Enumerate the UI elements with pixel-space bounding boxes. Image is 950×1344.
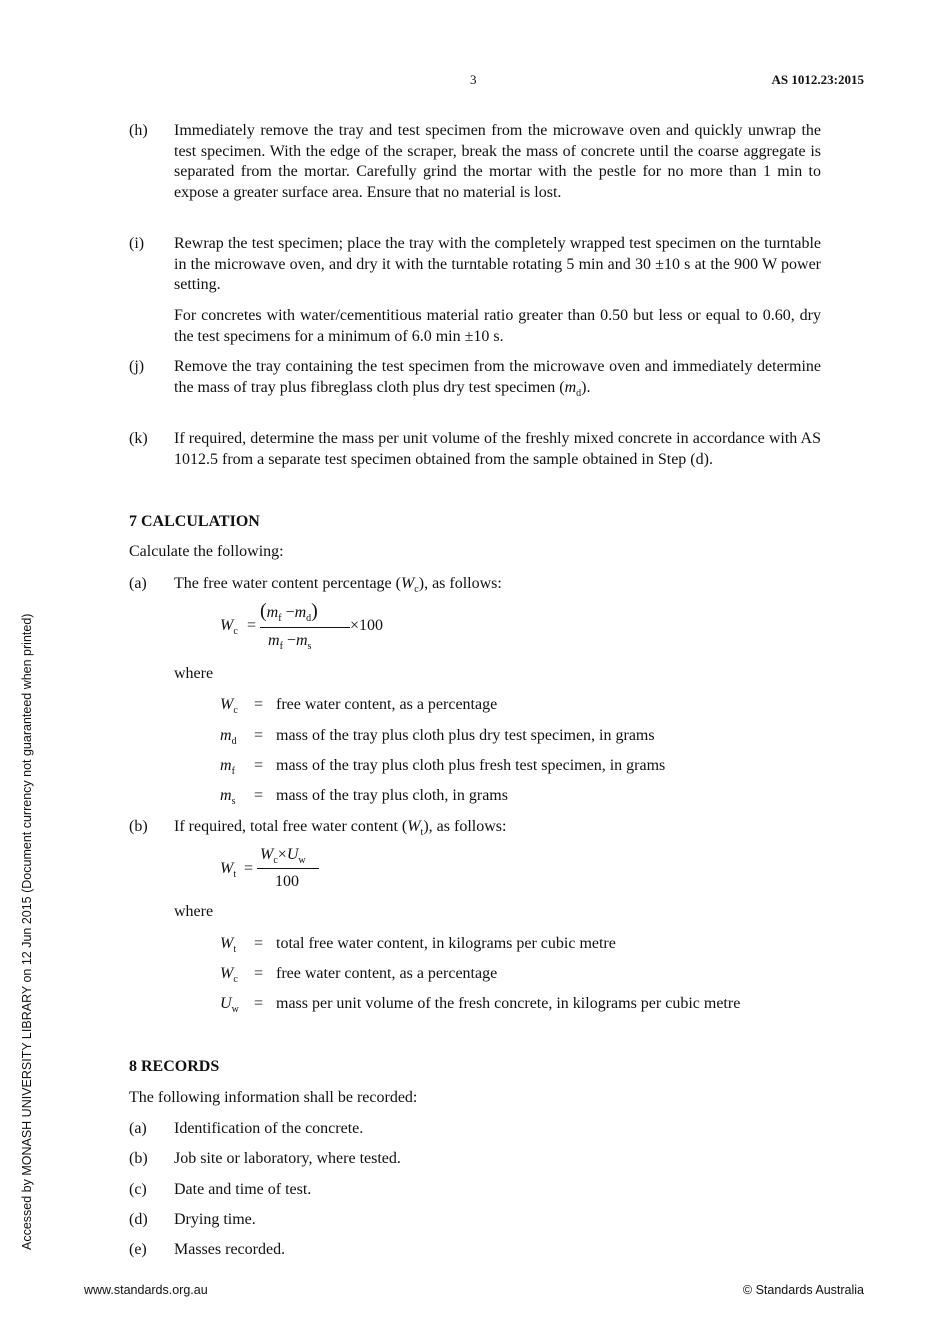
page-number: 3 bbox=[470, 72, 477, 87]
calc-a bbox=[129, 574, 821, 601]
step-label: (k) bbox=[129, 430, 148, 447]
step-text: Immediately remove the tray and test specimen from the microwave oven and quickly unwrap the test specimen. With the edge of the scraper, break the mass of concrete until the coarse aggregate is separated from the mortar. Carefully grind the mortar with the pestle for no more than 1 min to expose a greater surface area. Ensure that no material is lost. bbox=[174, 122, 821, 202]
step-text: Remove the tray containing the test specimen from the microwave oven and immediately determine the mass of tray plus fibreglass cloth plus dry test specimen $(m_d)$. bbox=[174, 358, 821, 399]
section-heading-records: 8 RECORDS bbox=[129, 1058, 220, 1075]
calc-text: If required, total free water content $(W_t)$, as follows: bbox=[174, 818, 507, 839]
calc-b bbox=[129, 817, 821, 844]
calculation-intro: Calculate the following: bbox=[129, 543, 284, 560]
symbol-md: $m_d$ bbox=[564, 378, 582, 399]
definition: $m_f$ = mass of the tray plus cloth plus fresh test specimen, in grams bbox=[220, 757, 666, 778]
step-label: (i) bbox=[129, 235, 145, 252]
record-item: (a) Identification of the concrete. bbox=[129, 1120, 364, 1137]
document-id: AS 1012.23:2015 bbox=[771, 72, 864, 87]
step-text: If required, determine the mass per unit volume of the freshly mixed concrete in accordance with AS 1012.5 from a separate test specimen obtained from the sample obtained in Step (d). bbox=[174, 430, 821, 468]
formula-wt: $W_t$ = $W_c\times U_w$ 100 bbox=[220, 846, 360, 896]
record-item: (d) Drying time. bbox=[129, 1211, 256, 1228]
where-label: where bbox=[174, 665, 214, 682]
step-i bbox=[129, 234, 821, 296]
step-label: (h) bbox=[129, 122, 148, 139]
definition: $W_c$ = free water content, as a percentage bbox=[220, 696, 498, 717]
section-heading-calculation: 7 CALCULATION bbox=[129, 513, 260, 530]
definition: $m_d$ = mass of the tray plus cloth plus dry test specimen, in grams bbox=[220, 727, 655, 748]
footer-website-link[interactable]: www.standards.org.au bbox=[84, 1283, 208, 1297]
formula-wc: $W_c$ = $(m_f -m_d)$ $m_f -m_s$ ×100 bbox=[220, 600, 384, 653]
step-k bbox=[129, 429, 821, 470]
definition: $W_c$ = free water content, as a percentage bbox=[220, 965, 498, 986]
definition: $m_s$ = mass of the tray plus cloth, in grams bbox=[220, 787, 508, 808]
records-intro: The following information shall be recorded: bbox=[129, 1089, 418, 1106]
step-i-note: For concretes with water/cementitious material ratio greater than 0.50 but less or equal to 0.60, dry the test specimens for a minimum of 6.0 min ±10 s. bbox=[174, 307, 821, 345]
step-label: (j) bbox=[129, 358, 145, 375]
access-side-note: Accessed by MONASH UNIVERSITY LIBRARY on 12 Jun 2015 (Document currency not guaranteed when printed) bbox=[20, 613, 34, 1250]
calc-label: (a) bbox=[129, 575, 147, 592]
step-j bbox=[129, 357, 821, 405]
fraction-bar bbox=[260, 627, 350, 628]
fraction-bar bbox=[257, 868, 319, 869]
step-text: Rewrap the test specimen; place the tray with the completely wrapped test specimen on the turntable in the microwave oven, and dry it with the turntable rotating 5 min and 30 ±10 s at the 900 W power setting. bbox=[174, 235, 821, 294]
calc-text: The free water content percentage $(W_c)$, as follows: bbox=[174, 575, 502, 596]
record-item: (e) Masses recorded. bbox=[129, 1241, 286, 1258]
definition: $U_w$ = mass per unit volume of the fresh concrete, in kilograms per cubic metre bbox=[220, 995, 741, 1016]
definition: $W_t$ = total free water content, in kilograms per cubic metre bbox=[220, 935, 616, 956]
footer-copyright: © Standards Australia bbox=[742, 1283, 864, 1297]
record-item: (b) Job site or laboratory, where tested. bbox=[129, 1150, 401, 1167]
step-h bbox=[129, 121, 821, 204]
calc-label: (b) bbox=[129, 818, 148, 835]
record-item: (c) Date and time of test. bbox=[129, 1181, 312, 1198]
where-label: where bbox=[174, 903, 214, 920]
